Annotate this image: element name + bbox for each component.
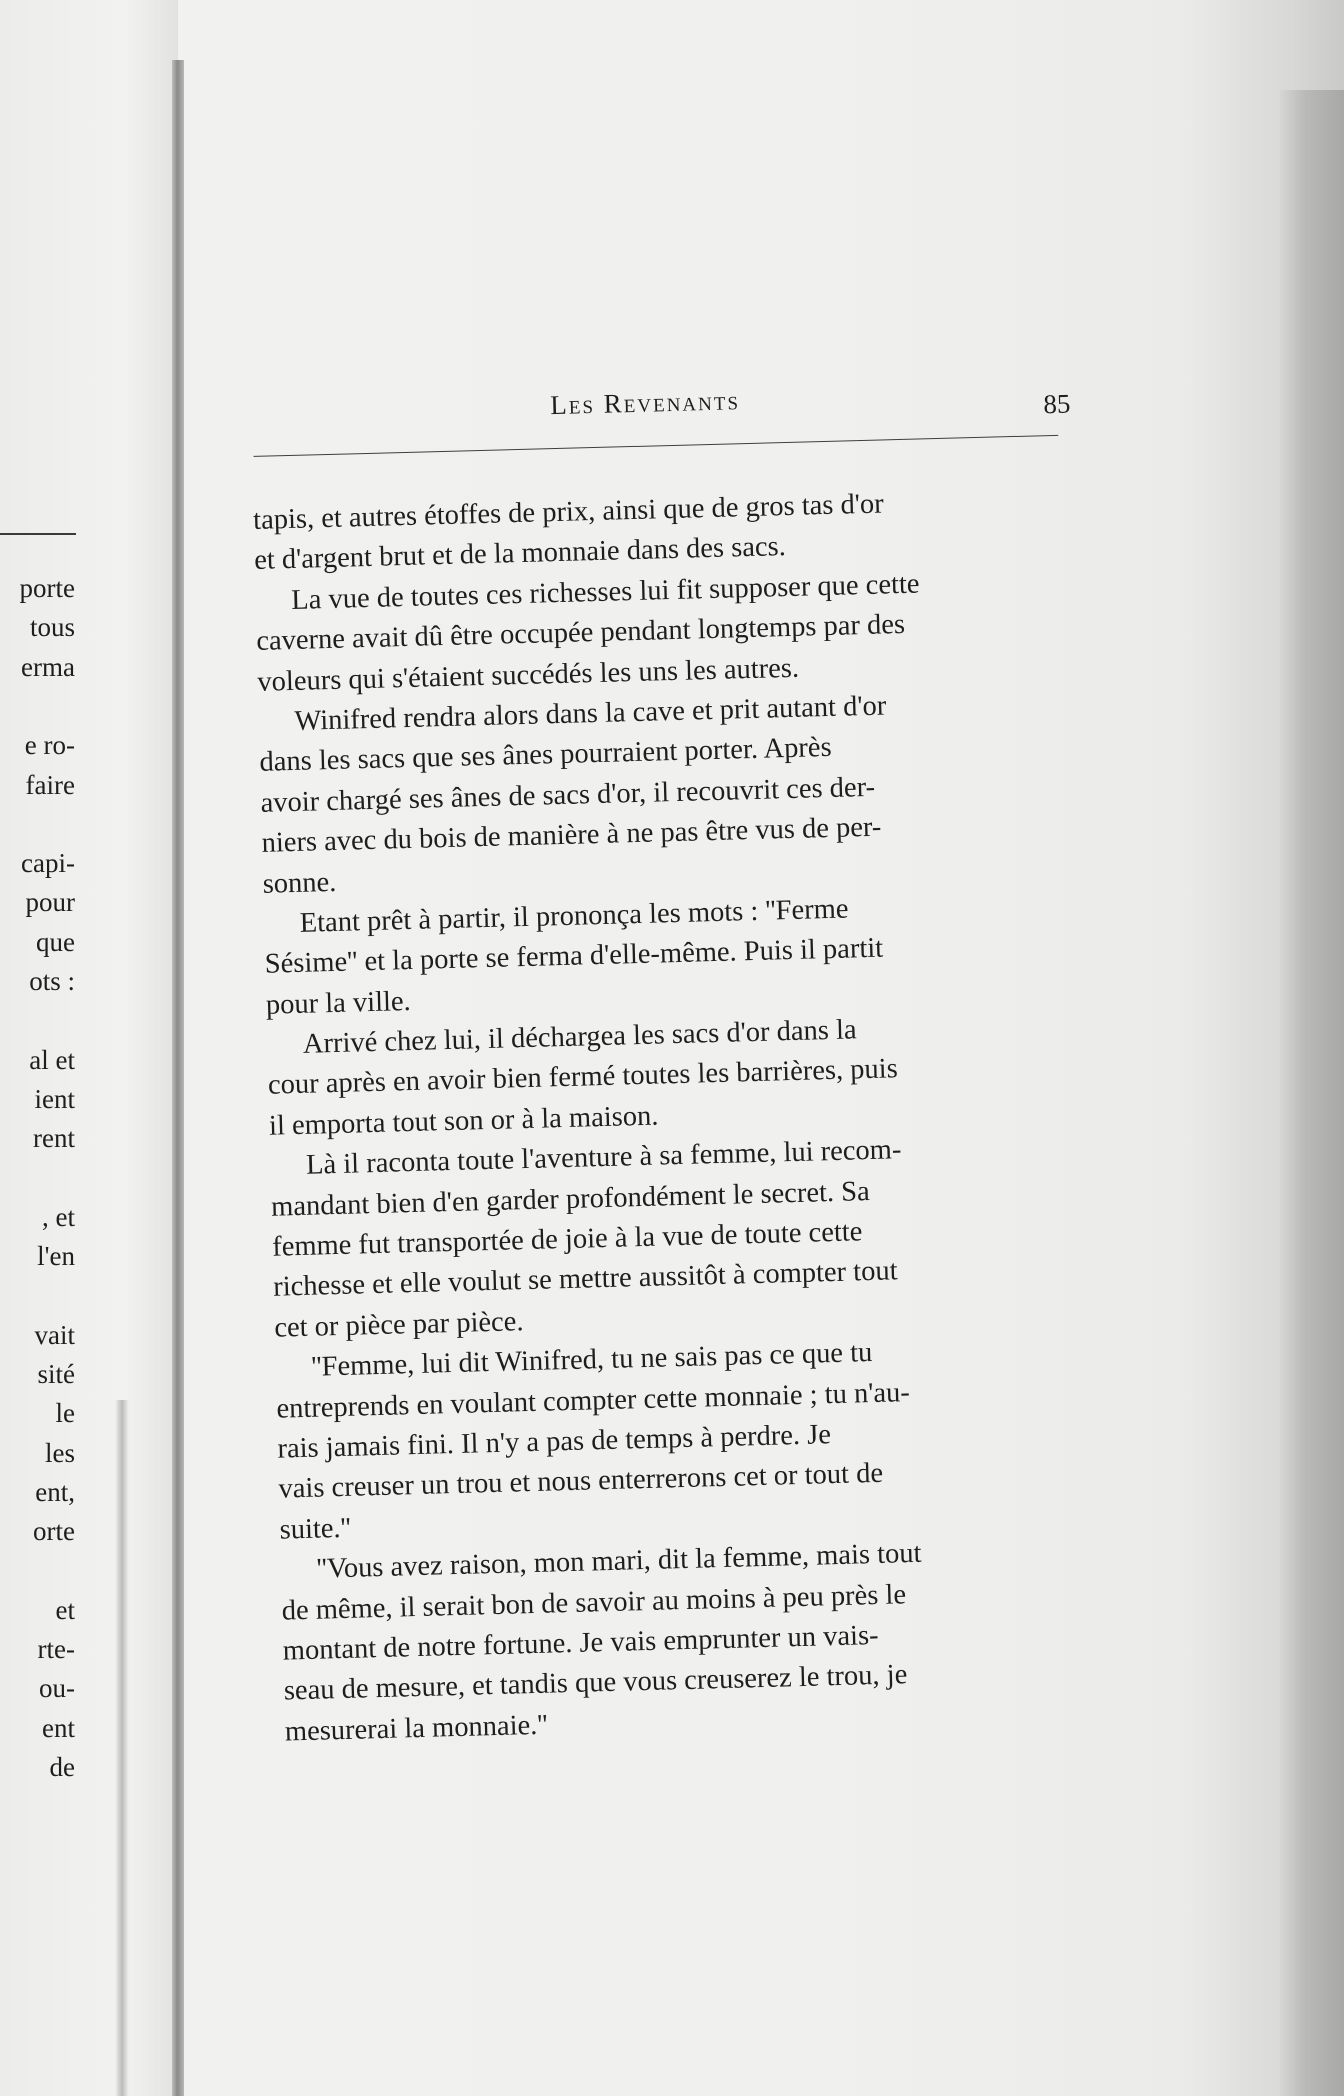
left-page-line: ent (42, 1712, 75, 1743)
left-page-line: porte (19, 573, 75, 603)
header-rule (254, 435, 1059, 457)
text-line: ''Vous avez raison, mon mari, dit la femme, mais tout (316, 1537, 922, 1585)
left-page-line: capi- (21, 848, 75, 879)
text-line: Là il raconta toute l'aventure à sa femme, lui recom- (305, 1134, 902, 1182)
left-page-line: ent, (35, 1476, 75, 1507)
left-page-line: que (36, 926, 75, 957)
text-line: niers avec du bois de manière à ne pas être vus de per- (261, 811, 882, 859)
text-line: La vue de toutes ces richesses lui fit supposer que cette (290, 568, 920, 616)
left-page-line: rent (33, 1123, 75, 1154)
text-line: ''Femme, lui dit Winifred, tu ne sais pas ce que tu (310, 1337, 873, 1383)
left-page-line: de (49, 1752, 75, 1782)
running-title: Les Revenants (549, 385, 741, 421)
text-line: cet or pièce par pièce. (273, 1305, 524, 1344)
paragraph (266, 1005, 1074, 1147)
text-line: dans les sacs que ses ânes pourraient porter. Après (259, 732, 832, 779)
text-line: tapis, et autres étoffes de prix, ainsi que de gros tas d'or (252, 488, 885, 536)
text-line: montant de notre fortune. Je vais emprunter un vais- (282, 1619, 879, 1667)
left-page-line: faire (25, 769, 75, 800)
text-line: cour après en avoir bien fermé toutes les barrières, puis (267, 1053, 899, 1102)
text-line: seau de mesure, et tandis que vous creuserez le trou, je (283, 1659, 908, 1707)
body-text (253, 480, 1091, 1753)
text-line: de même, il serait bon de savoir au moins à peu près le (281, 1578, 907, 1627)
text-line: rais jamais fini. Il n'y a pas de temps à perdre. Je (277, 1419, 832, 1465)
text-line: caverne avait dû être occupée pendant longtemps par des (255, 609, 906, 658)
text-line: richesse et elle voulut se mettre aussitôt à compter tout (272, 1255, 898, 1304)
paragraph (263, 884, 1071, 1026)
text-line: voleurs qui s'étaient succédés les uns les autres. (257, 652, 800, 698)
text-line: vais creuser un trou et nous enterrerons cet or tout de (278, 1458, 884, 1505)
text-line: suite.'' (279, 1512, 352, 1546)
left-page-line: tous (29, 612, 75, 643)
text-line: Arrivé chez lui, il déchargea les sacs d'or dans la (302, 1014, 857, 1060)
text-line: mandant bien d'en garder profondément le secret. Sa (270, 1175, 871, 1223)
text-line: sonne. (262, 866, 337, 900)
left-page-line: erma (21, 651, 75, 682)
left-page-text (0, 0, 178, 2096)
text-line: pour la ville. (265, 985, 412, 1021)
text-line: femme fut transportée de joie à la vue de toute cette (271, 1216, 863, 1263)
paragraph (280, 1530, 1090, 1753)
left-page-line: l'en (37, 1241, 75, 1272)
text-line: Winifred rendra alors dans la cave et prit autant d'or (294, 690, 887, 737)
left-page-line: ots : (29, 966, 75, 996)
paragraph (255, 561, 1063, 703)
left-page-line: , et (42, 1201, 75, 1232)
left-page-line: rte- (37, 1634, 75, 1665)
left-page-line: ou- (39, 1673, 75, 1704)
left-page-line: ient (34, 1083, 75, 1114)
left-page-line: les (45, 1437, 75, 1468)
page-edge-shadow (1280, 90, 1344, 2096)
paragraph (258, 682, 1068, 905)
text-line: mesurerai la monnaie.'' (284, 1709, 548, 1748)
left-page-line: et (55, 1594, 75, 1625)
running-head (250, 376, 1081, 438)
text-line: Etant prêt à partir, il prononça les mots : ''Ferme (299, 893, 849, 939)
book-page (250, 376, 1116, 1797)
text-line: entreprends en voulant compter cette monnaie ; tu n'au- (276, 1376, 911, 1425)
text-line: et d'argent brut et de la monnaie dans des sacs. (253, 531, 787, 577)
paragraph (270, 1126, 1080, 1349)
left-page-line: le (55, 1398, 75, 1429)
left-page-line: sité (37, 1359, 75, 1389)
left-page-line: vait (34, 1319, 75, 1350)
text-line: il emporta tout son or à la maison. (268, 1100, 659, 1142)
left-page-line: e ro- (24, 730, 75, 761)
paragraph (275, 1328, 1085, 1551)
left-page-line: pour (25, 887, 75, 918)
left-page-line: orte (33, 1516, 75, 1547)
text-line: Sésime'' et la porte se ferma d'elle-même. Puis il partit (264, 932, 884, 981)
text-line: avoir chargé ses ânes de sacs d'or, il recouvrit ces der- (260, 771, 876, 819)
left-page-line: al et (29, 1044, 75, 1075)
page-number: 85 (1043, 388, 1071, 420)
